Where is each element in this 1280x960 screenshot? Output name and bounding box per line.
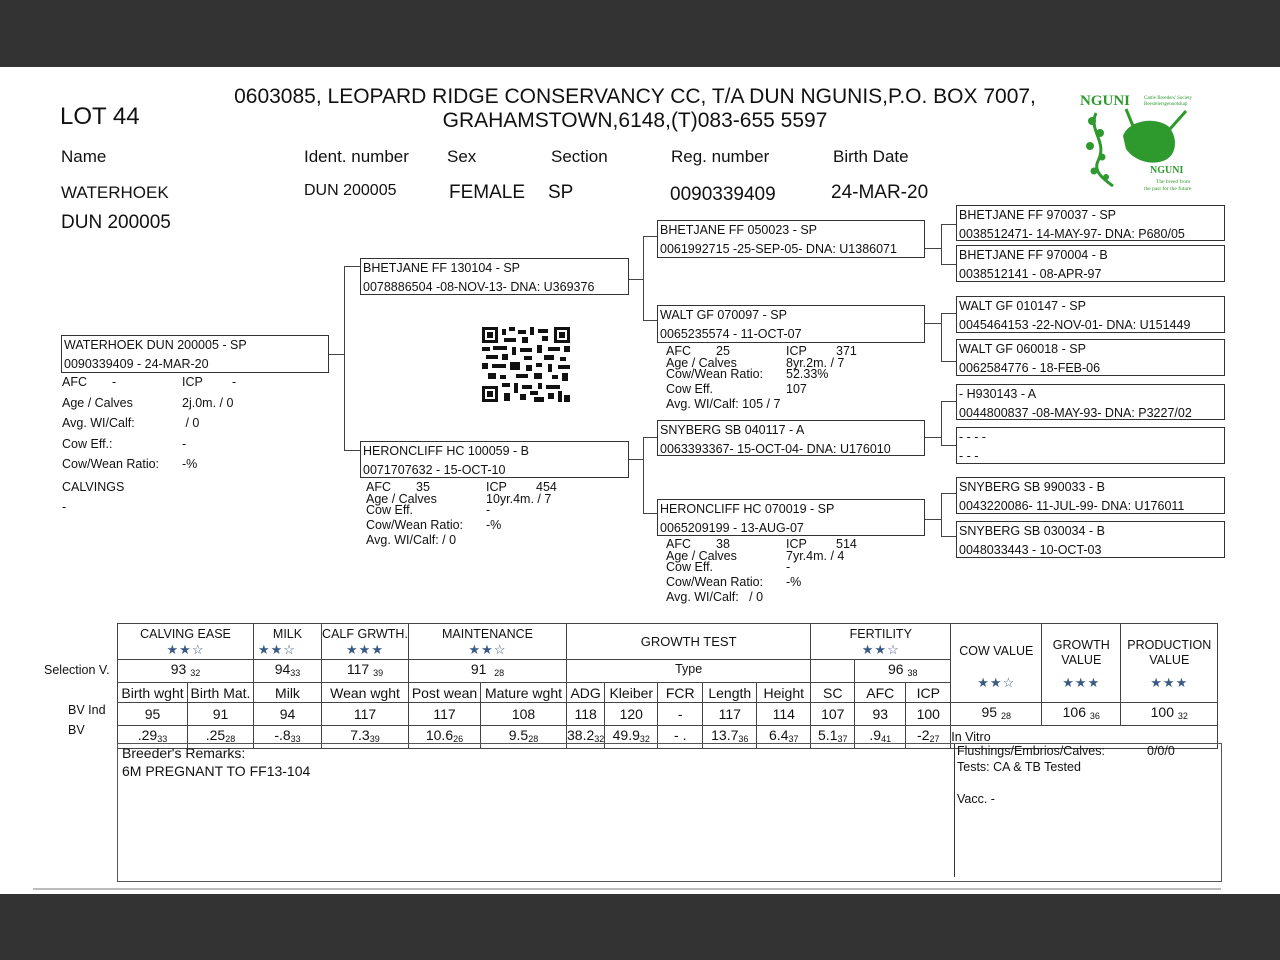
bv-ind-cell: 117 (409, 703, 481, 726)
dam-icp: 454 (536, 480, 557, 494)
ds-details: 0063393367- 15-OCT-04- DNA: U176010 (660, 442, 891, 456)
dam-afc: 35 (416, 480, 430, 494)
bv-value: .9 (869, 727, 882, 743)
maint-sv-value: 91 (470, 661, 487, 677)
owner-line-1: 0603085, LEOPARD RIDGE CONSERVANCY CC, T/A DUN NGUNIS,P.O. BOX 7007, (234, 85, 1036, 108)
bv-value: 7.3 (350, 727, 370, 743)
calf-sv (322, 660, 409, 683)
dd-name: HERONCLIFF HC 070019 - SP (660, 502, 835, 516)
bv-value: 49.9 (612, 727, 640, 743)
sd-age-label: Age / Calves (666, 355, 737, 370)
connector (643, 437, 657, 438)
svg-text:The breed from: The breed from (1156, 179, 1191, 185)
svg-text:NGUNI: NGUNI (1080, 93, 1131, 109)
sd-afc-label: AFC (666, 344, 691, 358)
dd-stats (666, 539, 857, 604)
sdd-box (956, 339, 1225, 376)
connector (925, 248, 941, 249)
in-vitro-cell: In Vitro (951, 726, 1218, 749)
bv-value: .25 (205, 727, 226, 743)
star-rating-icon: ★★☆ (258, 641, 296, 657)
sds-name: WALT GF 010147 - SP (959, 299, 1086, 313)
dam-afc-label: AFC (366, 480, 391, 494)
dss-box (956, 384, 1225, 420)
dam-age-label: Age / Calves (366, 491, 437, 506)
calf-growth-label: CALF GRWTH. (322, 626, 408, 641)
bv-accuracy: 28 (528, 734, 539, 744)
dd-eff-label: Cow Eff. (666, 560, 714, 574)
dds-box (956, 477, 1225, 514)
cow-value-label: COW VALUE (959, 644, 1034, 658)
ssd-name: BHETJANE FF 970004 - B (959, 248, 1108, 262)
remarks-divider (954, 744, 955, 877)
dd-icp-label: ICP (786, 537, 807, 551)
bv-ind-row-label: BV Ind (68, 703, 106, 717)
dsd-details: - - - (959, 449, 979, 463)
trait-name-cell: ICP (906, 683, 951, 703)
sd-age: 8yr.2m. / 7 (786, 355, 845, 370)
afc-value: - (112, 375, 117, 389)
connector (643, 236, 657, 237)
connector (941, 224, 942, 265)
sd-box (657, 305, 925, 343)
production-value-label-2: VALUE (1149, 653, 1190, 667)
calving-sv-acc: 32 (190, 668, 201, 678)
trait-name-cell: Wean wght (322, 683, 409, 703)
age-label: Age / Calves (62, 395, 133, 410)
reg-label: Reg. number (671, 147, 770, 166)
dd-ratio-label: Cow/Wean Ratio: (666, 574, 764, 589)
sds-details: 0045464153 -22-NOV-01- DNA: U151449 (959, 318, 1191, 332)
calving-sv (118, 660, 254, 683)
milk-sv (254, 660, 322, 683)
bv-value: -.8 (274, 727, 291, 743)
dds-name: SNYBERG SB 990033 - B (959, 480, 1105, 494)
bv-ind-cell: 108 (481, 703, 567, 726)
bv-ind-cell: 107 (811, 703, 855, 726)
bv-accuracy: 32 (639, 734, 650, 744)
sex-value: FEMALE (449, 182, 526, 203)
connector (941, 401, 956, 402)
connector (941, 536, 956, 537)
name-value-2: DUN 200005 (61, 212, 171, 233)
calf-sv-acc: 39 (373, 668, 384, 678)
growth-value-label-2: VALUE (1061, 653, 1102, 667)
lot-number: LOT 44 (60, 103, 140, 130)
bv-ind-cell: 100 (906, 703, 951, 726)
bv-accuracy: 39 (369, 734, 380, 744)
cow-value-cell-value: 95 (981, 704, 998, 720)
star-rating-icon: ★★☆ (468, 641, 507, 657)
dd-icp: 514 (836, 537, 857, 551)
sire-details: 0078886504 -08-NOV-13- DNA: U369376 (363, 280, 595, 294)
bv-ind-row (118, 703, 1218, 726)
trait-name-cell: AFC (855, 683, 906, 703)
dam-eff: - (486, 503, 491, 517)
connector (925, 437, 941, 438)
dd-afc: 38 (716, 537, 730, 551)
fertility-header (811, 624, 951, 660)
avg-label: Avg. WI/Calf: (62, 416, 135, 430)
connector (941, 313, 942, 362)
connector (941, 313, 956, 314)
sd-ratio-label: Cow/Wean Ratio: (666, 367, 764, 381)
ratio-value: -% (182, 457, 198, 471)
milk-header (254, 624, 322, 660)
sd-stats (666, 346, 857, 411)
growth-value-header (1042, 624, 1121, 703)
trait-name-cell: Kleiber (605, 683, 658, 703)
maint-sv (409, 660, 567, 683)
svg-text:the past for the future: the past for the future (1144, 186, 1192, 192)
star-rating-icon: ★★★ (1062, 675, 1101, 690)
connector (643, 437, 644, 514)
bv-accuracy: 37 (788, 734, 799, 744)
dds-details: 0043220086- 11-JUL-99- DNA: U176011 (959, 499, 1185, 513)
ident-value: DUN 200005 (304, 182, 397, 199)
remarks-title: Breeder's Remarks: (122, 745, 246, 761)
calving-sv-value: 93 (170, 661, 187, 677)
bv-accuracy: 37 (837, 734, 848, 744)
connector (629, 459, 643, 460)
sd-avg: Avg. WI/Calf: 105 / 7 (666, 397, 781, 411)
bv-ind-cell: 95 (118, 703, 188, 726)
trait-name-cell: Birth Mat. (188, 683, 254, 703)
dam-name: HERONCLIFF HC 100059 - B (363, 444, 530, 458)
bv-ind-cell: - (658, 703, 703, 726)
remarks-panel (117, 743, 1222, 882)
milk-sv-acc: 33 (290, 668, 301, 678)
sire-name: BHETJANE FF 130104 - SP (363, 261, 521, 275)
bv-value: .29 (137, 727, 158, 743)
calf-sv-value: 117 (346, 661, 370, 677)
dd-age-label: Age / Calves (666, 548, 737, 563)
flushings-label: Flushings/Embrios/Calves: (957, 744, 1105, 758)
bv-accuracy: 28 (225, 734, 236, 744)
dsd-box (956, 427, 1225, 464)
eff-label: Cow Eff.: (62, 436, 113, 451)
connector (643, 513, 657, 514)
avg-value: / 0 (182, 416, 200, 430)
sss-box (956, 205, 1225, 241)
sire-box (360, 258, 629, 295)
sex-label: Sex (447, 147, 477, 166)
sd-icp-label: ICP (786, 344, 807, 358)
bv-value: -2 (917, 727, 930, 743)
star-rating-icon: ★★☆ (977, 675, 1016, 690)
animal-box (61, 335, 329, 373)
bv-row-label: BV (68, 723, 85, 737)
bv-value: 38.2 (567, 727, 595, 743)
bv-accuracy: 27 (929, 734, 940, 744)
dam-ratio-label: Cow/Wean Ratio: (366, 517, 464, 532)
star-rating-icon: ★★☆ (166, 641, 205, 657)
connector (329, 354, 345, 355)
dd-ratio: -% (786, 574, 802, 589)
fertility-label: FERTILITY (849, 626, 912, 641)
age-value: 2j.0m. / 0 (182, 395, 234, 410)
star-rating-icon: ★★☆ (861, 641, 900, 657)
afc-label: AFC (62, 375, 87, 389)
bv-value: 10.6 (425, 727, 454, 743)
animal-line-2: 0090339409 - 24-MAR-20 (64, 357, 209, 371)
birth-label: Birth Date (833, 147, 909, 166)
connector (344, 450, 360, 451)
bv-value: - . (674, 727, 687, 743)
ebv-table (117, 623, 1218, 749)
connector (941, 445, 956, 446)
connector (629, 279, 643, 280)
icp-value: - (232, 375, 237, 389)
ddd-box (956, 521, 1225, 558)
maintenance-header (409, 624, 567, 660)
dd-avg: Avg. WI/Calf: / 0 (666, 590, 764, 604)
catalogue-page (0, 67, 1280, 894)
milk-sv-value: 94 (274, 661, 291, 677)
star-rating-icon: ★★★ (346, 641, 384, 657)
calving-ease-header (118, 624, 254, 660)
dd-age: 7yr.4m. / 4 (786, 548, 845, 563)
fert-sv-value: 96 (888, 661, 904, 677)
ss-details: 0061992715 -25-SEP-05- DNA: U1386071 (660, 242, 897, 256)
ssd-details: 0038512141 - 08-APR-97 (959, 267, 1102, 281)
trait-name-cell: SC (811, 683, 855, 703)
nguni-logo-graphic (1078, 91, 1213, 195)
animal-line-1: WATERHOEK DUN 200005 - SP (64, 338, 247, 352)
section-label: Section (551, 147, 608, 166)
ident-label: Ident. number (304, 147, 409, 166)
birth-value: 24-MAR-20 (831, 182, 929, 203)
bv-accuracy: 41 (881, 734, 892, 744)
sd-eff: 107 (786, 381, 807, 396)
connector (941, 224, 956, 225)
connector (941, 361, 956, 362)
sd-details: 0065235574 - 11-OCT-07 (660, 327, 802, 341)
dsd-name: - - - - (959, 430, 987, 444)
qr-code (482, 327, 570, 402)
icp-label: ICP (182, 375, 203, 389)
dss-name: - H930143 - A (959, 387, 1037, 401)
connector (941, 493, 942, 537)
trait-name-cell: FCR (658, 683, 703, 703)
trait-name-cell: Birth wght (118, 683, 188, 703)
connector (344, 266, 345, 451)
dam-details: 0071707632 - 15-OCT-10 (363, 463, 506, 477)
trait-name-cell: Length (703, 683, 757, 703)
maint-sv-acc: 28 (494, 668, 505, 678)
growth-value-cell-accuracy: 36 (1089, 711, 1100, 721)
fert-sv (855, 660, 951, 683)
connector (941, 493, 956, 494)
cow-value-cell (951, 703, 1042, 726)
milk-label: MILK (272, 626, 303, 641)
ds-box (657, 420, 925, 456)
trait-name-cell: Height (757, 683, 811, 703)
production-value-cell (1121, 703, 1218, 726)
calf-growth-header (322, 624, 409, 660)
bv-value: 9.5 (508, 727, 529, 743)
bv-ind-cell: 94 (254, 703, 322, 726)
bv-ind-cell: 120 (605, 703, 658, 726)
remarks-text: 6M PREGNANT TO FF13-104 (122, 763, 311, 779)
fert-sv-empty (811, 660, 855, 683)
bv-value: 13.7 (711, 727, 739, 743)
ddd-name: SNYBERG SB 030034 - B (959, 524, 1105, 538)
svg-text:NGUNI: NGUNI (1150, 165, 1184, 176)
growth-type: Type (567, 660, 811, 683)
connector (941, 401, 942, 446)
calvings-label: CALVINGS (62, 479, 125, 494)
connector (941, 264, 956, 265)
sd-afc: 25 (716, 344, 730, 358)
dd-afc-label: AFC (666, 537, 691, 551)
ssd-box (956, 245, 1225, 282)
bv-accuracy: 36 (738, 734, 749, 744)
production-value-cell-accuracy: 32 (1177, 711, 1188, 721)
bv-ind-cell: 117 (322, 703, 409, 726)
cow-value-cell-accuracy: 28 (1000, 711, 1011, 721)
connector (925, 519, 941, 520)
eff-value: - (182, 436, 187, 451)
dam-ratio: -% (486, 517, 502, 532)
bv-value: 5.1 (818, 727, 838, 743)
bv-ind-cell: 93 (855, 703, 906, 726)
sd-ratio: 52.33% (786, 367, 829, 381)
ds-name: SNYBERG SB 040117 - A (660, 423, 805, 437)
dd-details: 0065209199 - 13-AUG-07 (660, 521, 804, 535)
svg-text:Beestelersgenootskap: Beestelersgenootskap (1144, 102, 1188, 107)
trait-name-cell: Post wean (409, 683, 481, 703)
bv-ind-cell: 91 (188, 703, 254, 726)
dam-eff-label: Cow Eff. (366, 503, 414, 517)
dam-age: 10yr.4m. / 7 (486, 491, 552, 506)
owner-details (200, 85, 1070, 133)
owner-line-2: GRAHAMSTOWN,6148,(T)083-655 5597 (442, 109, 828, 132)
ratio-label: Cow/Wean Ratio: (62, 457, 160, 471)
bv-accuracy: 33 (290, 734, 301, 744)
sss-name: BHETJANE FF 970037 - SP (959, 208, 1117, 222)
ss-box (657, 220, 925, 258)
sd-eff-label: Cow Eff. (666, 381, 714, 396)
bv-accuracy: 26 (453, 734, 464, 744)
sss-details: 0038512471- 14-MAY-97- DNA: P680/05 (959, 227, 1185, 241)
vacc-info: Vacc. - (957, 792, 995, 806)
ddd-details: 0048033443 - 10-OCT-03 (959, 543, 1102, 557)
calving-ease-label: CALVING EASE (140, 626, 231, 641)
production-value-label-1: PRODUCTION (1127, 638, 1212, 652)
dd-eff: - (786, 560, 791, 574)
dd-box (657, 499, 925, 536)
connector (344, 266, 360, 267)
sds-box (956, 296, 1225, 333)
bv-ind-cell: 118 (567, 703, 605, 726)
tests-info: Tests: CA & TB Tested (957, 760, 1081, 774)
fert-sv-acc: 38 (907, 668, 918, 678)
reg-value: 0090339409 (670, 184, 776, 205)
ss-name: BHETJANE FF 050023 - SP (660, 223, 818, 237)
selection-row-label: Selection V. (44, 663, 110, 677)
growth-value-cell (1042, 703, 1121, 726)
production-value-cell-value: 100 (1150, 704, 1174, 720)
dam-stats (366, 482, 557, 547)
bv-ind-cell: 117 (703, 703, 757, 726)
dss-details: 0044800837 -08-MAY-93- DNA: P3227/02 (959, 406, 1192, 420)
animal-stats (62, 375, 236, 521)
production-value-header (1121, 624, 1218, 703)
trait-name-cell: ADG (567, 683, 605, 703)
trait-name-cell: Milk (254, 683, 322, 703)
bv-value: 6.4 (769, 727, 789, 743)
bv-accuracy: 33 (157, 734, 168, 744)
footer-rule (33, 888, 1221, 890)
calvings-value: - (62, 500, 67, 514)
sdd-name: WALT GF 060018 - SP (959, 342, 1086, 356)
dam-avg: Avg. WI/Calf: / 0 (366, 533, 457, 547)
growth-value-label-1: GROWTH (1052, 638, 1110, 652)
svg-text:Cattle Breeders' Society: Cattle Breeders' Society (1144, 96, 1193, 101)
flushings-value: 0/0/0 (1147, 744, 1175, 758)
bv-ind-cell: 114 (757, 703, 811, 726)
growth-test-header: GROWTH TEST (567, 624, 811, 660)
name-value: WATERHOEK (61, 183, 169, 202)
connector (643, 236, 644, 321)
connector (925, 323, 941, 324)
name-label: Name (61, 147, 107, 166)
dam-icp-label: ICP (486, 480, 507, 494)
maintenance-label: MAINTENANCE (442, 626, 533, 641)
trait-name-cell: Mature wght (481, 683, 567, 703)
star-rating-icon: ★★★ (1150, 675, 1189, 690)
cow-value-header (951, 624, 1042, 703)
bv-accuracy: 32 (594, 734, 605, 744)
growth-value-cell-value: 106 (1062, 704, 1086, 720)
section-value: SP (548, 182, 574, 203)
sdd-details: 0062584776 - 18-FEB-06 (959, 361, 1101, 375)
sd-name: WALT GF 070097 - SP (660, 308, 787, 322)
sd-icp: 371 (836, 344, 857, 358)
connector (643, 320, 657, 321)
dam-box (360, 441, 629, 478)
nguni-logo (1078, 91, 1213, 195)
